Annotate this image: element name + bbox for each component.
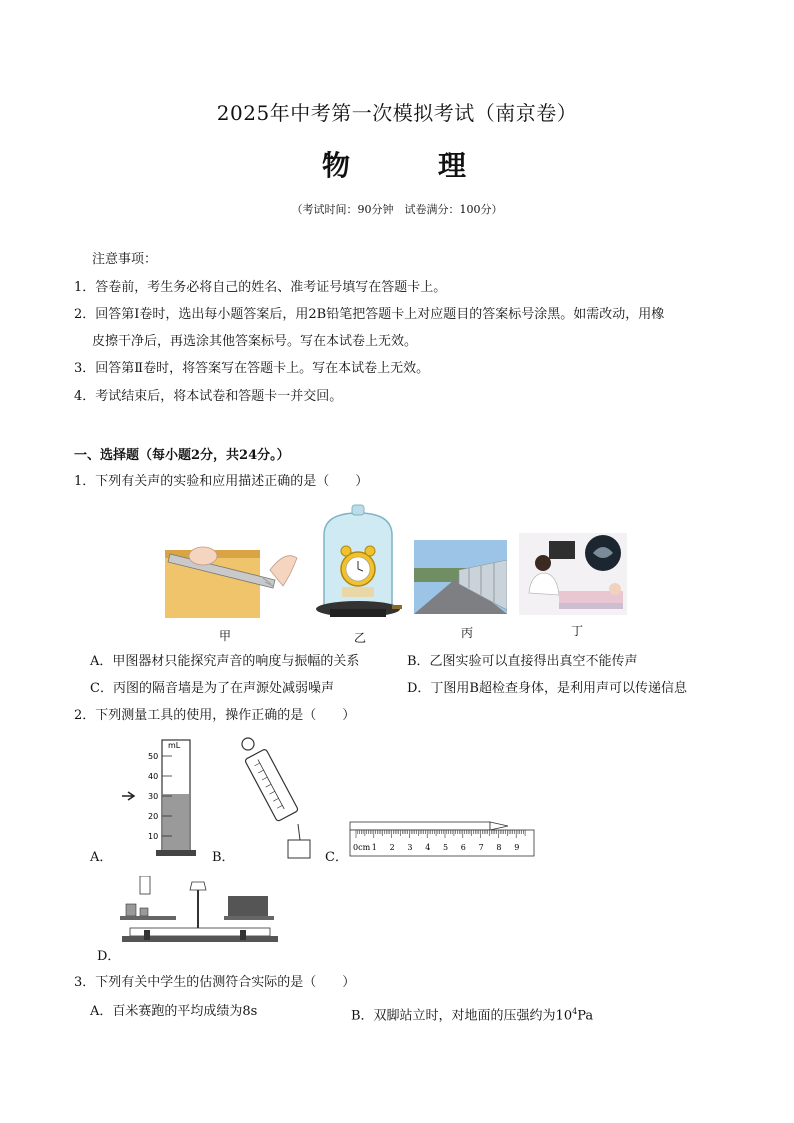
q1-option-a[interactable]: A．甲图器材只能探究声音的响度与振幅的关系: [90, 654, 360, 669]
q2-figure-b-spring-scale: [232, 736, 312, 860]
cylinder-tick-40: 40: [148, 772, 159, 781]
q1-option-b[interactable]: B．乙图实验可以直接得出真空不能传声: [407, 654, 638, 669]
ruler-tick-label: 6: [460, 843, 466, 852]
cylinder-tick-10: 10: [148, 832, 159, 841]
q2-figure-d-balance: [120, 876, 280, 956]
q2-figure-a-cylinder: [110, 736, 200, 860]
q1-stem: 1．下列有关声的实验和应用描述正确的是（ ）: [74, 474, 369, 489]
exam-info: （考试时间：90分钟 试卷满分：100分）: [291, 203, 503, 216]
q3-option-b[interactable]: [351, 1003, 593, 1025]
cylinder-tick-20: 20: [148, 812, 159, 821]
notice-item-2-cont: 皮擦干净后，再选涂其他答案标号。写在本试卷上无效。: [92, 334, 418, 349]
ruler-tick-label: 2: [389, 843, 395, 852]
q1-figure-b-ultrasound: [519, 533, 627, 615]
cylinder-tick-50: 50: [148, 752, 159, 761]
cylinder-tick-30: 30: [148, 792, 159, 801]
notice-item-2: 2．回答第Ⅰ卷时，选出每小题答案后，用2B铅笔把答题卡上对应题目的答案标号涂黑。如需改动，用橡: [74, 307, 665, 322]
q2-label-d[interactable]: D．: [97, 949, 121, 964]
notice-item-4: 4．考试结束后，将本试卷和答题卡一并交回。: [74, 389, 343, 404]
section-heading: 一、选择题（每小题2分，共24分。）: [74, 448, 290, 463]
q1-option-c[interactable]: C．丙图的隔音墙是为了在声源处减弱噪声: [90, 681, 334, 696]
q1-fig-label-ding: 丁: [571, 624, 584, 638]
eye-arrow-icon: [122, 792, 134, 800]
q3-option-b-exponent: 4: [572, 1007, 578, 1016]
ruler-tick-label: 7: [478, 843, 484, 852]
ruler-tick-label: 3: [407, 843, 413, 852]
q2-label-a[interactable]: A．: [90, 850, 113, 865]
q1-option-d[interactable]: D．丁图用B超检查身体，是利用声可以传递信息: [407, 681, 687, 696]
q2-label-b[interactable]: B．: [212, 850, 235, 865]
q3-option-a[interactable]: A．百米赛跑的平均成绩为8s: [90, 1004, 258, 1019]
q1-fig-label-bing: 丙: [461, 626, 474, 640]
q1-figure-bell-jar: [312, 503, 404, 623]
q1-fig-label-jia: 甲: [219, 629, 232, 643]
ruler-tick-label: 1: [371, 843, 377, 852]
q1-figure-ruler-table: [165, 540, 307, 618]
q2-stem: 2．下列测量工具的使用，操作正确的是（ ）: [74, 708, 356, 723]
q3-option-b-text: B．双脚站立时，对地面的压强约为10: [351, 1008, 573, 1024]
ruler-tick-label: 0cm: [353, 843, 371, 852]
q2-figure-c-ruler: [348, 820, 538, 860]
q3-stem: 3．下列有关中学生的估测符合实际的是（ ）: [74, 975, 356, 990]
q1-figure-sound-barrier: [414, 540, 507, 614]
ruler-tick-label: 5: [443, 843, 449, 852]
notice-heading: 注意事项：: [92, 252, 158, 267]
notice-item-1: 1．答卷前，考生务必将自己的姓名、准考证号填写在答题卡上。: [74, 280, 447, 295]
notice-item-3: 3．回答第Ⅱ卷时，将答案写在答题卡上。写在本试卷上无效。: [74, 361, 430, 376]
q3-option-b-unit: Pa: [577, 1008, 594, 1024]
ruler-tick-label: 9: [514, 843, 520, 852]
ruler-tick-label: 8: [496, 843, 502, 852]
subject-title: 物 理: [321, 149, 496, 182]
ruler-tick-label: 4: [425, 843, 431, 852]
exam-title: 2025年中考第一次模拟考试（南京卷）: [216, 101, 578, 125]
q1-fig-label-yi: 乙: [354, 631, 367, 645]
cylinder-unit-label: mL: [168, 741, 181, 750]
q2-label-c[interactable]: C．: [325, 850, 348, 865]
